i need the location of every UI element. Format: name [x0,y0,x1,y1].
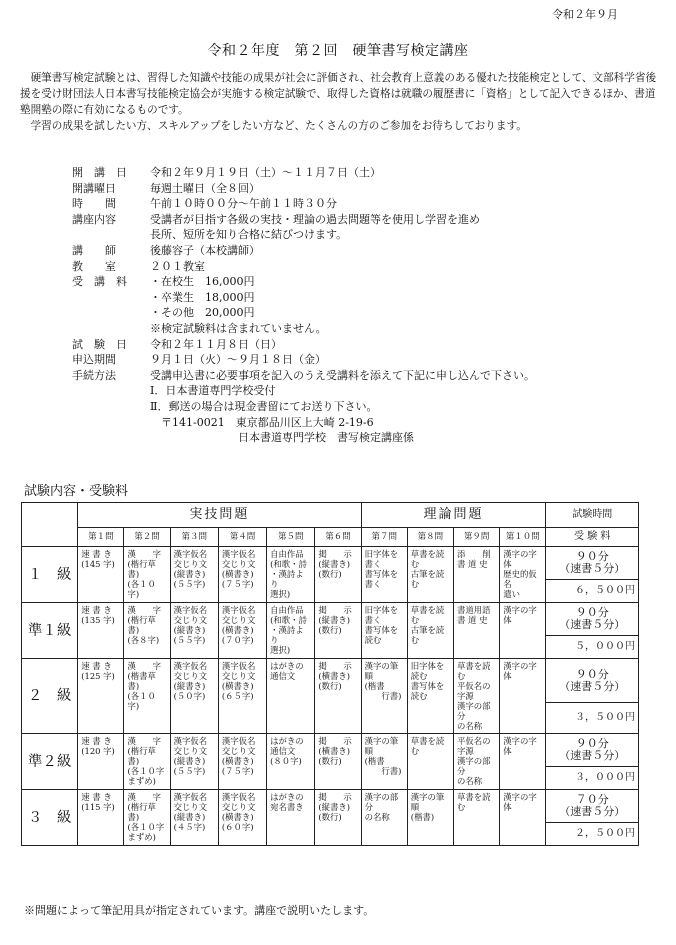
level-row [22,790,639,823]
fee-header: 受 験 料 [546,528,639,547]
question-content: 漢字の筆順 (楷書 行書) [361,659,407,734]
question-content: 旧字体を 読む 書写体を 読む [407,659,453,734]
exam-time-line: ９０分 [575,606,609,619]
question-number: 第２問 [124,528,170,547]
detail-line: 長所、短所を知り合格に結びつけます。 [150,228,348,242]
detail-row [72,212,535,243]
detail-line: 日本書道専門学校 書写検定講座係 [150,431,414,445]
question-content: 草書を読む [407,734,453,790]
question-content: 草書を読む 古筆を読む [407,603,453,659]
question-content: 速 書 き (135 字) [78,603,124,659]
question-number: 第４問 [218,528,266,547]
exam-time-header: 試験時間 [546,503,639,528]
detail-line: ・卒業生 18,000円 [150,290,255,304]
question-content: 漢字の字体 [500,603,546,659]
question-content: 草書を読む 平仮名の 字源 漢字の部分 の名称 [454,659,500,734]
detail-value [150,274,535,336]
exam-time-line: （速書５分） [559,679,626,693]
exam-fee: ３，０００円 [546,767,639,790]
detail-value [150,212,535,243]
exam-table [21,502,639,846]
corner-cell [22,503,78,547]
question-content: 添 削 書 道 史 [454,547,500,603]
footnote: ※問題によって筆記用具が指定されています。講座で説明いたします。 [24,904,375,917]
detail-value [150,337,535,353]
exam-time-line: ９０分 [575,550,609,563]
intro-paragraph: 学習の成果を試したい方、スキルアップをしたい方など、たくさんの方のご参加をお待ちしております。 [30,120,527,132]
question-number: 第１０問 [500,528,546,547]
question-content: 漢字の筆順 (楷書) [407,790,453,846]
exam-fee: ５，０００円 [546,636,639,659]
detail-value [150,259,535,275]
question-content: 書道用語 書 道 史 [454,603,500,659]
page-title: 令和２年度 第２回 硬筆書写検定講座 [207,43,469,59]
exam-time-line: （速書５分） [559,749,626,762]
detail-label: 開講曜日 [72,181,116,195]
exam-time-line: ７０分 [575,793,609,806]
question-content: 漢 字 (楷行草書) (各１０字 まずめ) [124,790,170,846]
question-content: 速 書 き (125 字) [78,659,124,734]
detail-row [72,165,535,181]
exam-time-line: （速書５分） [559,562,626,575]
intro-text [20,70,660,134]
question-content: 漢字仮名 交じり文 (縦書き) (５５字) [170,547,218,603]
question-content: はがきの 通信文 [267,659,315,734]
detail-row [72,181,535,197]
question-content: 漢字仮名 交じり文 (横書き) (６０字) [218,790,266,846]
detail-line: ※検定試験料は含まれていません。 [150,321,327,335]
detail-label: 講座内容 [72,212,116,226]
course-details [72,165,535,446]
detail-line: 午前１０時００分～午前１１時３０分 [150,197,337,211]
exam-fee: ６，５００円 [546,580,639,603]
exam-body [22,547,639,846]
level-row [22,734,639,767]
question-content: 掲 示 (横書き) (数行) [315,659,361,734]
question-content: 掲 示 (縦書き) (数行) [315,790,361,846]
exam-time-line: （速書５分） [559,618,626,631]
level-row [22,547,639,580]
detail-line: 受講者が目指す各級の実技・理論の過去問題等を使用し学習を進め [150,212,480,226]
question-content: 漢字仮名 交じり文 (縦書き) (５５字) [170,603,218,659]
question-content: 漢字仮名 交じり文 (縦書き) (５０字) [170,659,218,734]
level-name: 準２級 [22,734,78,790]
exam-fee: ３，５００円 [546,703,639,734]
question-content: 平仮名の 字源 漢字の部分 の名称 [454,734,500,790]
question-content: 旧字体を 書く 書写体を 読む [361,603,407,659]
level-row [22,603,639,636]
level-name: 準１級 [22,603,78,659]
question-content: 漢字仮名 交じり文 (横書き) (６５字) [218,659,266,734]
question-content: 漢 字 (楷行草書) (各１０字 まずめ) [124,734,170,790]
detail-line: 後藤容子（本校講師） [150,243,260,257]
question-number: 第３問 [170,528,218,547]
issue-date: 令和２年９月 [552,8,618,21]
exam-time-line: ９０分 [575,737,609,750]
question-content: 漢字仮名 交じり文 (横書き) (７５字) [218,547,266,603]
question-content: 漢字の筆順 (楷書 行書) [361,734,407,790]
detail-line: ・その他 20,000円 [150,306,255,320]
question-content: 自由作品 (和歌・詩 ・漢詩より 選択) [267,603,315,659]
detail-row [72,196,535,212]
detail-line: Ⅰ．日本書道専門学校受付 [150,384,276,398]
detail-label: 手続方法 [72,368,116,382]
question-content: 漢 字 (楷書草書) (各１０字) [124,659,170,734]
detail-value [150,196,535,212]
question-content: 速 書 き (115 字) [78,790,124,846]
question-content: 漢字の字体 [500,734,546,790]
exam-time-line: ９０分 [575,667,609,681]
question-content: 漢字の字体 [500,790,546,846]
exam-header-row [22,503,639,528]
question-content: 漢字仮名 交じり文 (横書き) (７０字) [218,603,266,659]
question-content: 掲 示 (縦書き) (数行) [315,603,361,659]
question-number: 第９問 [454,528,500,547]
detail-line: Ⅱ．郵送の場合は現金書留にてお送り下さい。 [150,399,378,413]
question-content: 速 書 き (120 字) [78,734,124,790]
exam-time [546,659,639,703]
practical-header: 実技問題 [78,503,361,528]
detail-label: 教 室 [72,259,116,273]
question-content: 漢字の部分 の名称 [361,790,407,846]
detail-row [72,368,535,446]
question-number: 第５問 [267,528,315,547]
level-row [22,659,639,703]
detail-row [72,337,535,353]
exam-time-line: （速書５分） [559,805,626,818]
detail-line: 毎週土曜日（全８回） [150,181,260,195]
detail-row [72,274,535,336]
question-number: 第７問 [361,528,407,547]
question-content: 草書を読む 古筆を読む [407,547,453,603]
detail-row [72,259,535,275]
detail-row [72,352,535,368]
question-content: 速 書 き (145 字) [78,547,124,603]
course-details-table [72,165,535,446]
question-number: 第１問 [78,528,124,547]
question-content: 漢 字 (楷行草書) (各８字) [124,603,170,659]
question-content: 掲 示 (縦書き) (数行) [315,547,361,603]
question-content: 漢字仮名 交じり文 (縦書き) (５５字) [170,734,218,790]
detail-line: ２０１教室 [150,259,205,273]
exam-fee: ２，５００円 [546,823,639,846]
detail-line: 受講申込書に必要事項を記入のうえ受講料を添えて下記に申し込んで下さい。 [150,368,535,382]
question-number: 第６問 [315,528,361,547]
detail-value [150,181,535,197]
question-number: 第８問 [407,528,453,547]
question-content: 漢字の字体 [500,659,546,734]
question-content: 自由作品 (和歌・詩 ・漢詩より 選択) [267,547,315,603]
question-content: 漢字仮名 交じり文 (縦書き) (４５字) [170,790,218,846]
detail-row [72,243,535,259]
exam-time [546,547,639,580]
exam-time [546,734,639,767]
theory-header: 理論問題 [361,503,546,528]
question-content: 漢字の字体 歴史的仮名 遣い [500,547,546,603]
level-name: ２ 級 [22,659,78,734]
detail-value [150,368,535,446]
exam-time [546,790,639,823]
question-content: 掲 示 (横書き) (数行) [315,734,361,790]
exam-table-title: 試験内容・受験料 [24,484,129,499]
detail-value [150,165,535,181]
question-content: はがきの 宛名書き [267,790,315,846]
question-content: 漢 字 (楷行草書) (各１０字) [124,547,170,603]
question-content: 草書を読む [454,790,500,846]
detail-label: 講 師 [72,243,116,257]
detail-line: 令和２年９月１９日（土）～１１月７日（土） [150,166,381,179]
intro-paragraph: 硬筆書写検定試験とは、習得した知識や技能の成果が社会に評価され、社会教育上意義のある優れた技能検定として、文部科学省後援を受け財団法人日本書写技能検定協会が実施する検定試験で、取得した資格は就職の履歴書に「資格」として記入できるほか、書道塾開塾の際に有効になるものです。 [20,72,657,116]
detail-label: 時 間 [72,197,116,211]
detail-value [150,243,535,259]
detail-line: 〒141-0021 東京都品川区上大崎 2-19-6 [150,415,374,429]
question-content: はがきの 通信文 (８０字) [267,734,315,790]
detail-label: 開 講 日 [72,166,127,179]
exam-time [546,603,639,636]
level-name: ３ 級 [22,790,78,846]
detail-label: 申込期間 [72,353,116,367]
question-content: 漢字仮名 交じり文 (横書き) (７５字) [218,734,266,790]
detail-line: ・在校生 16,000円 [150,275,255,289]
level-name: １ 級 [22,547,78,603]
question-content: 旧字体を 書く 書写体を 書く [361,547,407,603]
detail-label: 試 験 日 [72,337,127,351]
detail-line: ９月１日（火）～９月１８日（金） [150,353,326,367]
detail-label: 受 講 料 [72,275,127,289]
detail-value [150,352,535,368]
question-number-row [22,528,639,547]
detail-line: 令和２年１１月８日（日） [150,337,282,351]
